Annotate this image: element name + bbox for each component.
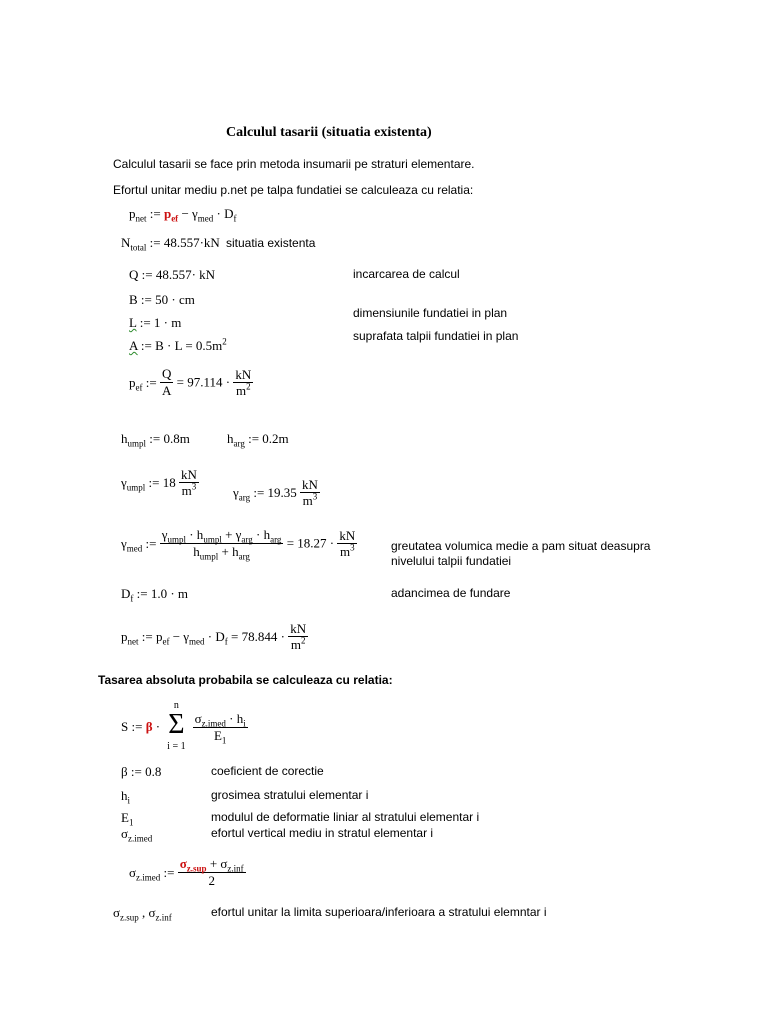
formula-pnet-result: $p_{net}$ := $p_{ef} - \gamma_{med} \cdot D_f = 78.844$ · $\frac{kN}{m^2}$ [121, 621, 307, 652]
h-definition: grosimea stratului elementar i [211, 788, 369, 802]
gamma-arg-value: 19.35 [267, 484, 297, 500]
sigma-sup-inf-definition: efortul unitar la limita superioara/inferioara a stratului elemntar i [211, 905, 547, 919]
formula-gamma-umpl: $\gamma_{umpl}$ := 18 $\frac{kN}{m^3}$ [121, 467, 197, 498]
beta-definition: coeficient de corectie [211, 764, 324, 778]
h-arg-value: 0.2 [262, 431, 279, 446]
intro-line-1: Calculul tasarii se face prin metoda insumarii pe straturi elementare. [113, 157, 475, 171]
formula-pef: $p_{ef}$ := $\frac{Q}{A}$ = 97.114 · $\frac{kN}{m^2}$ [129, 366, 252, 398]
formula-b: B := 50 · cm [129, 292, 195, 307]
formula-gamma-med: $\gamma_{med}$ := $\frac{\gamma_{umpl} \cdot h_{umpl} + \gamma_{arg} \cdot h_{arg}}{h_{umpl} + h_{arg}}$ = 18.27 · $\frac{kN}{m^3}$ [121, 527, 356, 562]
formula-n-total: $N_{total}$ := 48.557·kN [121, 235, 220, 253]
symbol-e-1: $E_1$ [121, 810, 134, 828]
sum-upper-limit: n [173, 700, 179, 711]
symbol-sigma-z-imed: $\sigma_{z.imed}$ [121, 826, 153, 844]
gamma-med-value: 18.27 [297, 535, 327, 551]
n-total-note: situatia existenta [226, 236, 316, 250]
sigma-definition: efortul vertical mediu in stratul elementar i [211, 826, 434, 840]
settlement-heading: Tasarea absoluta probabila se calculeaza cu relatia: [98, 673, 393, 687]
summation-symbol: n Σ i = 1 [163, 704, 189, 750]
n-total-value: 48.557 [163, 235, 200, 250]
formula-q: Q := 48.557· kN [129, 267, 216, 282]
dimensions-note: dimensiunile fundatiei in plan [353, 306, 508, 320]
q-value: 48.557 [155, 267, 192, 282]
formula-pnet-definition: $p_{net}$ := $p_{ef} - \gamma_{med} \cdot D_f$ [129, 206, 237, 224]
sum-lower-limit: i = 1 [167, 741, 186, 752]
formula-h-arg: $h_{arg}$ := 0.2m [227, 431, 289, 449]
formula-sigma-z-imed: $\sigma_{z.imed}$ := $\frac{\sigma_{z.sup} + \sigma_{z.inf}}{2}$ [129, 856, 244, 888]
symbol-sigma-sup-inf: $\sigma_{z.sup}$ , $\sigma_{z.inf}$ [113, 905, 172, 923]
formula-df: $D_f$ := 1.0 · m [121, 586, 189, 604]
intro-line-2: Efortul unitar mediu p.net pe talpa fundatiei se calculeaza cu relatia: [113, 183, 474, 197]
pef-value: 97.114 [187, 374, 223, 390]
formula-h-umpl: $h_{umpl}$ := 0.8m [121, 431, 190, 449]
gamma-umpl-value: 18 [162, 474, 176, 490]
h-umpl-value: 0.8 [163, 431, 180, 446]
formula-settlement: S := β · n Σ i = 1 $\frac{\sigma_{z.imed} \cdot h_i}{E_1}$ [121, 700, 246, 752]
l-value: 1 [153, 315, 161, 330]
beta-value: 0.8 [145, 764, 162, 779]
df-value: 1.0 [150, 586, 168, 601]
q-note: incarcarea de calcul [353, 267, 460, 281]
df-note: adancimea de fundare [391, 586, 511, 600]
symbol-h-i: $h_i$ [121, 788, 131, 806]
formula-l: L := 1 · m [129, 315, 182, 330]
gamma-med-note-2: nivelului talpii fundatiei [391, 554, 512, 568]
formula-a: A := $B \cdot L = 0.5m^2$ [129, 336, 227, 353]
a-value: 0.5 [195, 338, 213, 353]
formula-gamma-arg: $\gamma_{arg}$ := 19.35 $\frac{kN}{m^3}$ [233, 477, 318, 508]
gamma-med-note-1: greutatea volumica medie a pam situat deasupra [391, 539, 651, 553]
document-title: Calculul tasarii (situatia existenta) [226, 125, 432, 140]
formula-beta: β := 0.8 [121, 764, 162, 779]
pnet-value: 78.844 [241, 628, 278, 644]
e-definition: modulul de deformatie liniar al stratului elementar i [211, 810, 480, 824]
b-value: 50 [155, 292, 169, 307]
area-note: suprafata talpii fundatiei in plan [353, 329, 519, 343]
